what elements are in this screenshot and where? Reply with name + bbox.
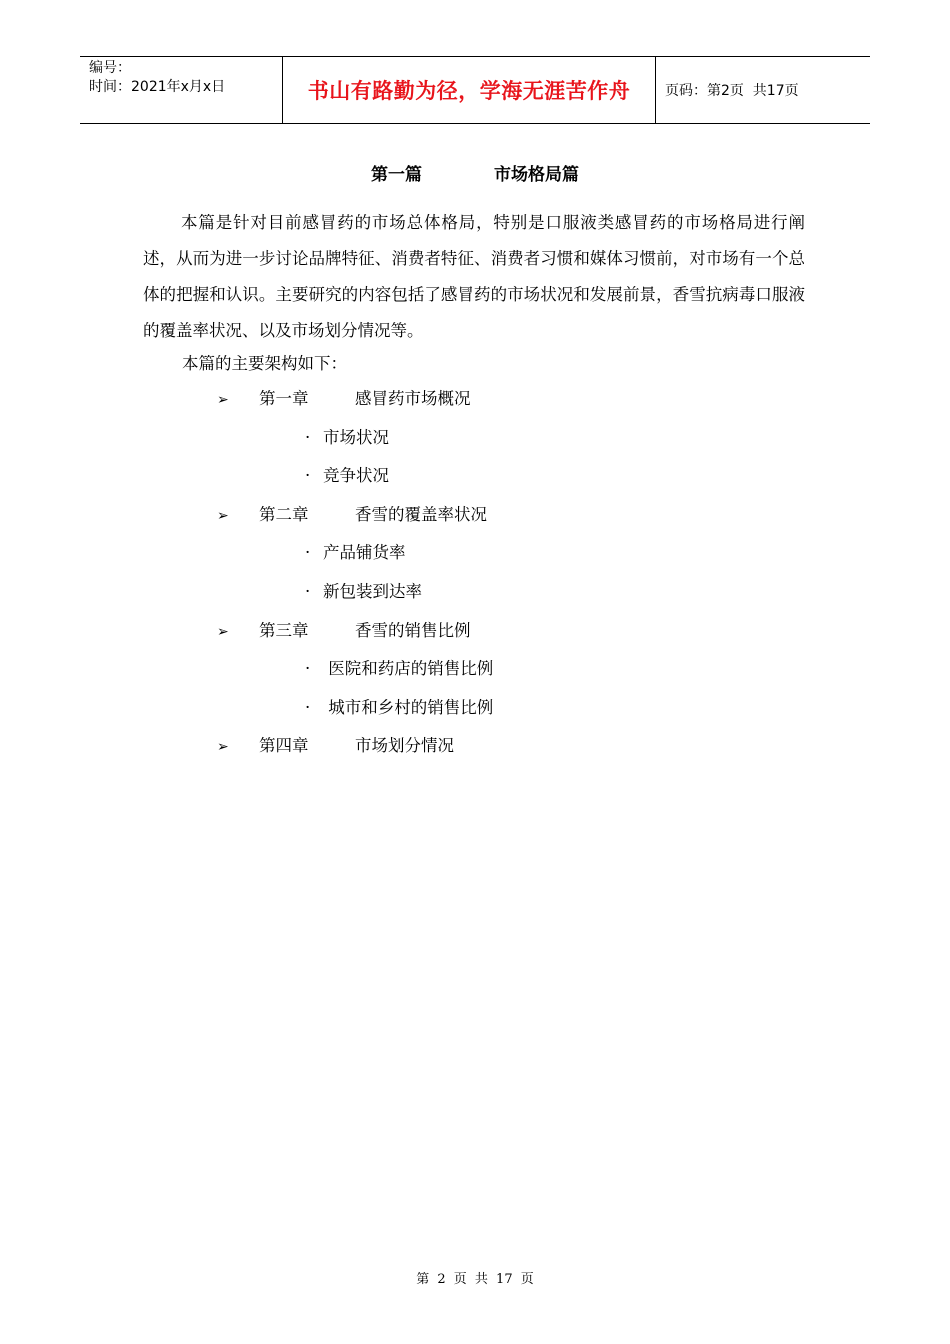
section-item bbox=[305, 574, 422, 610]
chapter-item bbox=[217, 381, 471, 417]
header-page-info bbox=[656, 57, 870, 123]
arrow-bullet-icon: ➢ bbox=[217, 623, 229, 640]
section-title: 竞争状况 bbox=[323, 466, 389, 486]
chapter-number: 第四章 bbox=[259, 736, 309, 756]
section-item bbox=[305, 535, 406, 571]
part-title bbox=[0, 160, 950, 185]
chapter-number: 第二章 bbox=[259, 504, 309, 524]
arrow-bullet-icon: ➢ bbox=[217, 392, 229, 408]
serial-label: 编号： bbox=[89, 60, 131, 76]
dot-bullet-icon: · bbox=[305, 543, 311, 563]
page-footer: 第 2 页 共 17 页 bbox=[416, 1272, 534, 1287]
page-header bbox=[80, 56, 870, 124]
header-motto: 书山有路勤为径，学海无涯苦作舟 bbox=[282, 57, 656, 123]
section-item bbox=[305, 458, 389, 494]
chapter-title: 香雪的销售比例 bbox=[355, 620, 471, 640]
dot-bullet-icon: · bbox=[305, 659, 311, 679]
structure-label: 本篇的主要架构如下： bbox=[182, 354, 347, 373]
part-number: 第一篇 bbox=[371, 165, 422, 185]
dot-bullet-icon: · bbox=[305, 427, 311, 447]
section-item bbox=[305, 420, 389, 456]
chapter-title: 感冒药市场概况 bbox=[355, 389, 471, 408]
header-meta bbox=[80, 57, 282, 123]
chapter-number: 第一章 bbox=[259, 389, 309, 408]
section-item bbox=[305, 651, 493, 687]
chapter-title: 市场划分情况 bbox=[355, 736, 454, 756]
chapter-number: 第三章 bbox=[259, 620, 309, 640]
section-title: 医院和药店的销售比例 bbox=[323, 659, 494, 679]
dot-bullet-icon: · bbox=[305, 582, 311, 601]
chapter-item bbox=[217, 613, 471, 649]
intro-paragraph: 本篇是针对目前感冒药的市场总体格局，特别是口服液类感冒药的市场格局进行阐述，从而为进一步讨论品牌特征、消费者特征、消费者习惯和媒体习惯前，对市场有一个总体的把握和认识。主要研究的内容包括了感冒药的市场状况和发展前景，香雪抗病毒口服液的覆盖率状况、以及市场划分情况等。 bbox=[143, 213, 805, 340]
time-label: 时间：2021年x月x日 bbox=[89, 79, 226, 95]
section-title: 城市和乡村的销售比例 bbox=[323, 697, 494, 717]
section-title: 市场状况 bbox=[323, 427, 389, 447]
arrow-bullet-icon: ➢ bbox=[217, 739, 229, 756]
section-title: 产品铺货率 bbox=[323, 543, 406, 563]
chapter-item bbox=[217, 728, 454, 764]
chapter-item bbox=[217, 497, 487, 533]
part-name: 市场格局篇 bbox=[494, 165, 579, 185]
dot-bullet-icon: · bbox=[305, 697, 311, 717]
arrow-bullet-icon: ➢ bbox=[217, 507, 229, 524]
page-info-text: 页码：第2页 共17页 bbox=[665, 83, 799, 99]
dot-bullet-icon: · bbox=[305, 466, 311, 486]
chapter-title: 香雪的覆盖率状况 bbox=[355, 504, 487, 524]
section-item bbox=[305, 690, 493, 726]
section-title: 新包装到达率 bbox=[323, 582, 422, 601]
